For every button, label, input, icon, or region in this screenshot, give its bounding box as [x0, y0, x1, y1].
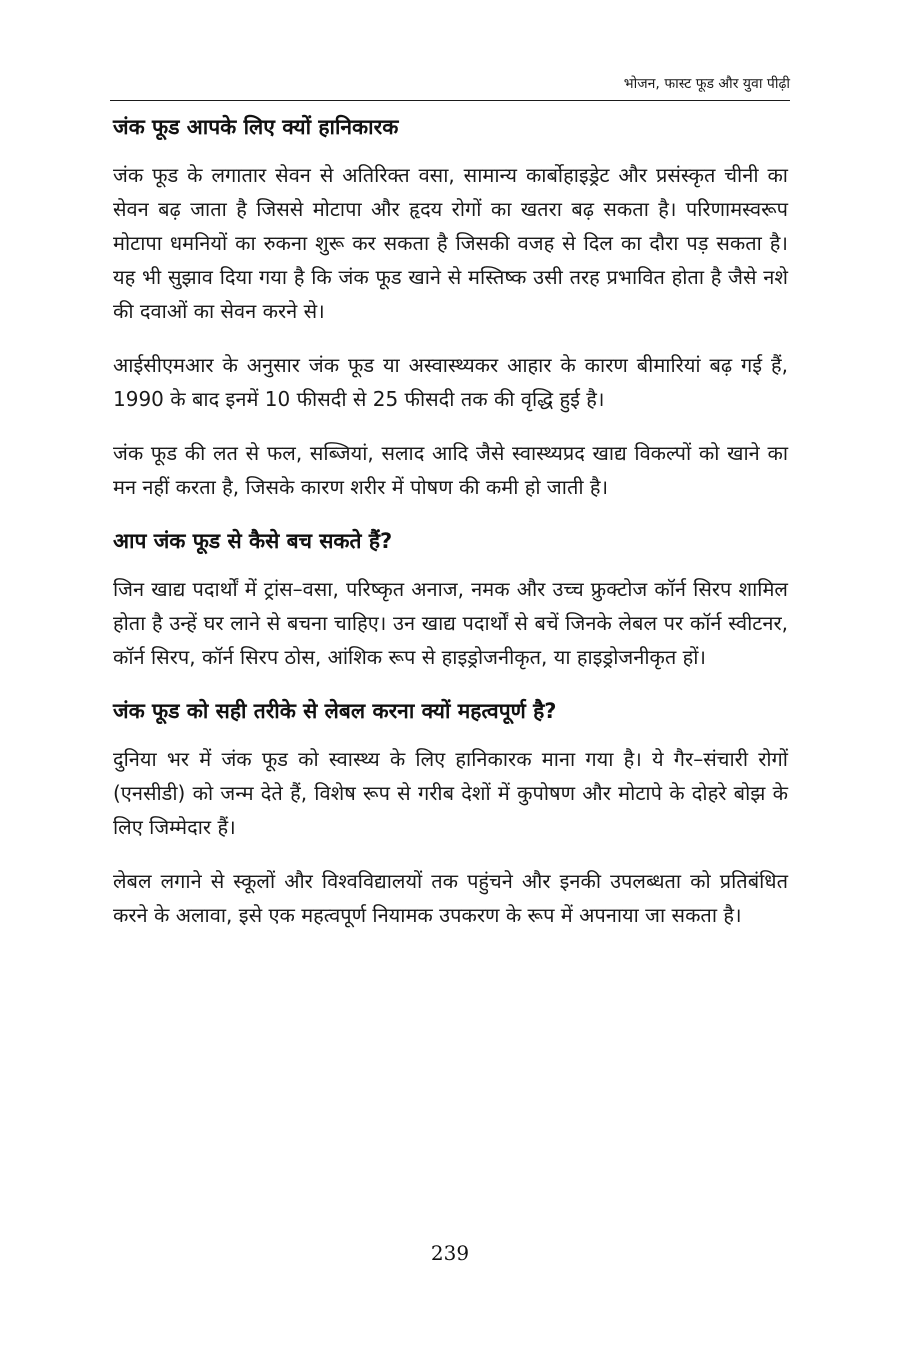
running-header: भोजन, फास्ट फूड और युवा पीढ़ी: [623, 76, 790, 92]
page-number: 239: [430, 1241, 470, 1265]
section-heading-why-harmful: जंक फूड आपके लिए क्यों हानिकारक: [113, 115, 399, 139]
paragraph: जिन खाद्य पदार्थों में ट्रांस–वसा, परिष्कृत अनाज, नमक और उच्च फ्रुक्टोज कॉर्न सिरप शामिल होता है उन्हें घर लाने से बचना चाहिए। उन खाद्य पदार्थों से बचें जिनके लेबल पर कॉर्न स्वीटनर, कॉर्न सिरप, कॉर्न सिरप ठोस, आंशिक रूप से हाइड्रोजनीकृत, या हाइड्रोजनीकृत हों।: [113, 577, 788, 669]
section-heading-how-to-avoid: आप जंक फूड से कैसे बच सकते हैं?: [113, 529, 393, 553]
page-content: [113, 110, 788, 952]
header-rule: [110, 100, 790, 101]
paragraph: आईसीएमआर के अनुसार जंक फूड या अस्वास्थ्यकर आहार के कारण बीमारियां बढ़ गई हैं, 1990 के बाद इनमें 10 फीसदी से 25 फीसदी तक की वृद्धि हुई है।: [113, 353, 788, 411]
section-heading-labelling: जंक फूड को सही तरीके से लेबल करना क्यों महत्वपूर्ण है?: [113, 699, 557, 723]
paragraph: लेबल लगाने से स्कूलों और विश्वविद्यालयों तक पहुंचने और इनकी उपलब्धता को प्रतिबंधित करने के अलावा, इसे एक महत्वपूर्ण नियामक उपकरण के रूप में अपनाया जा सकता है।: [113, 869, 788, 927]
paragraph: जंक फूड के लगातार सेवन से अतिरिक्त वसा, सामान्य कार्बोहाइड्रेट और प्रसंस्कृत चीनी का सेवन बढ़ जाता है जिससे मोटापा और हृदय रोगों का खतरा बढ़ सकता है। परिणामस्वरूप मोटापा धमनियों का रुकना शुरू कर सकता है जिसकी वजह से दिल का दौरा पड़ सकता है। यह भी सुझाव दिया गया है कि जंक फूड खाने से मस्तिष्क उसी तरह प्रभावित होता है जैसे नशे की दवाओं का सेवन करने से।: [113, 163, 788, 323]
paragraph: दुनिया भर में जंक फूड को स्वास्थ्य के लिए हानिकारक माना गया है। ये गैर–संचारी रोगों (एनसीडी) को जन्म देते हैं, विशेष रूप से गरीब देशों में कुपोषण और मोटापे के दोहरे बोझ के लिए जिम्मेदार हैं।: [113, 747, 788, 839]
paragraph: जंक फूड की लत से फल, सब्जियां, सलाद आदि जैसे स्वास्थ्यप्रद खाद्य विकल्पों को खाने का मन नहीं करता है, जिसके कारण शरीर में पोषण की कमी हो जाती है।: [113, 441, 788, 499]
